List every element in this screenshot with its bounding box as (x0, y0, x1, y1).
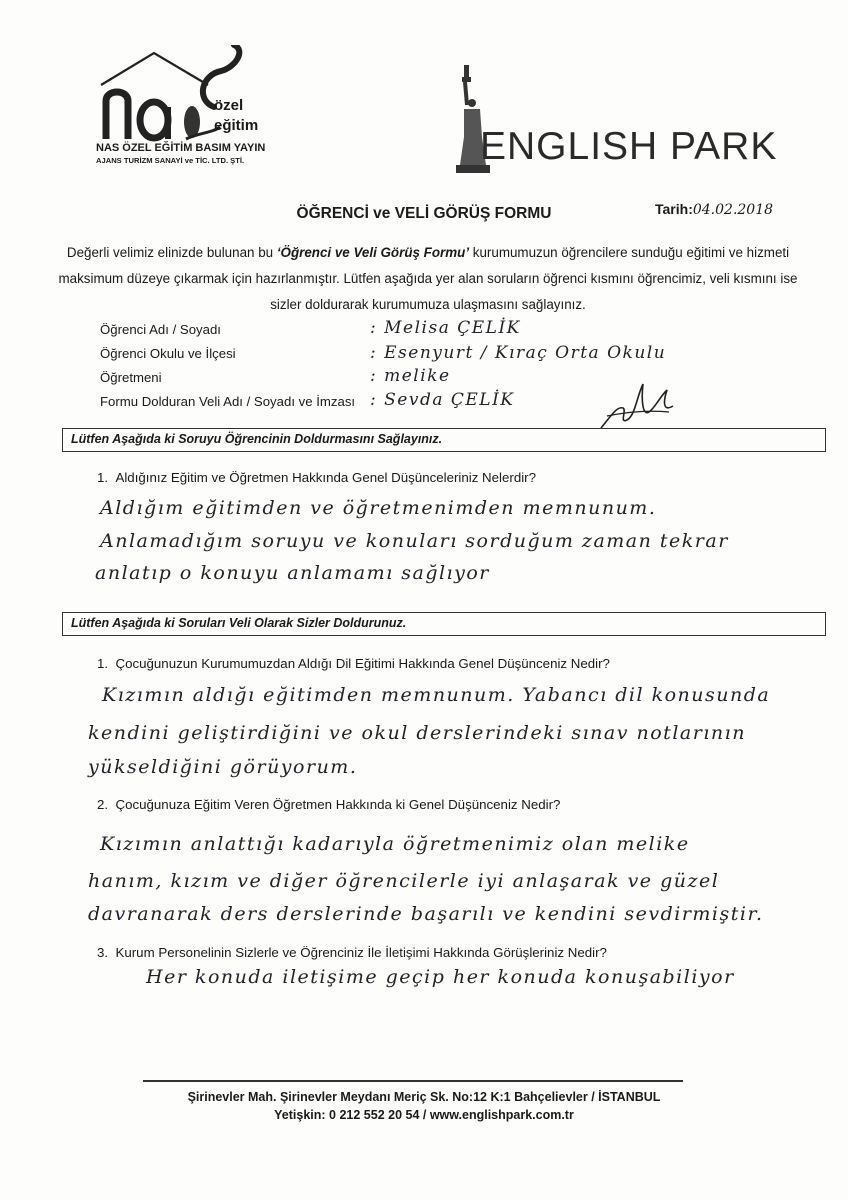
student-section-box (62, 428, 826, 452)
answer-4-line-1: Her konuda iletişime geçip her konuda konuşabiliyor (146, 966, 735, 988)
nas-mark-icon (102, 87, 222, 142)
company-line-1: NAS ÖZEL EĞİTİM BASIM YAYIN (96, 142, 266, 154)
question-1-parent: 1. Çocuğunuzun Kurumumuzdan Aldığı Dil Eğitimi Hakkında Genel Düşünceniz Nedir? (97, 656, 610, 671)
date (655, 201, 773, 218)
footer-divider (143, 1080, 683, 1082)
english-park-wordmark: ENGLISH PARK (480, 125, 778, 168)
date-value: 04.02.2018 (692, 202, 774, 218)
answer-3-line-3: davranarak ders derslerinde başarılı ve kendini sevdirmiştir. (88, 903, 764, 925)
answer-2-line-3: yükseldiğini görüyorum. (88, 756, 358, 778)
student-school-label: Öğrenci Okulu ve İlçesi (100, 346, 236, 361)
answer-2-line-2: kendini geliştirdiğini ve okul derslerindeki sınav notlarının (88, 722, 746, 744)
handwritten-signature-icon (597, 376, 677, 436)
student-section-title: Lütfen Aşağıda ki Soruyu Öğrencinin Doldurmasını Sağlayınız. (71, 432, 443, 446)
parent-name-label: Formu Dolduran Veli Adı / Soyadı ve İmzası (100, 394, 356, 409)
parent-section-title: Lütfen Aşağıda ki Soruları Veli Olarak Sizler Doldurunuz. (71, 616, 407, 630)
intro-paragraph: Değerli velimiz elinizde bulunan bu ‘Öğrenci ve Veli Görüş Formu’ kurumumuzun öğrencilere sunduğu eğitimi ve hizmeti maksimum düzeye çıkarmak için hazırlanmıştır. Lütfen aşağıda yer alan soruların öğrenci kısmını öğrencimiz, veli kısmını ise sizler doldurarak kurumumuza ulaşmasını sağlayınız. (58, 245, 798, 312)
brand-egitim: eğitim (214, 117, 259, 134)
question-3-parent: 3. Kurum Personelinin Sizlerle ve Öğrenciniz İle İletişimi Hakkında Görüşleriniz Nedir? (97, 945, 607, 960)
student-name-value: : Melisa ÇELİK (370, 318, 521, 338)
footer-contact: Yetişkin: 0 212 552 20 54 / www.englishpark.com.tr (274, 1108, 574, 1122)
answer-2-line-1: Kızımın aldığı eğitimden memnunum. Yabancı dil konusunda (102, 684, 771, 706)
answer-3-line-2: hanım, kızım ve diğer öğrencilerle iyi anlaşarak ve güzel (88, 870, 720, 892)
company-line-2: AJANS TURİZM SANAYİ ve TİC. LTD. ŞTİ. (96, 156, 245, 165)
intro-form-name: ‘Öğrenci ve Veli Görüş Formu’ (276, 245, 470, 260)
brand-ozel: özel (214, 97, 244, 114)
english-park-logo (452, 65, 792, 180)
teacher-label: Öğretmeni (100, 370, 162, 385)
parent-section-box (62, 612, 826, 636)
student-name-label: Öğrenci Adı / Soyadı (100, 322, 221, 337)
answer-3-line-1: Kızımın anlattığı kadarıyla öğretmenimiz olan melike (100, 833, 690, 855)
form-title: ÖĞRENCİ ve VELİ GÖRÜŞ FORMU (296, 205, 552, 222)
nas-logo (96, 45, 266, 175)
answer-1-line-3: anlatıp o konuyu anlamamı sağlıyor (95, 562, 490, 584)
question-1-student: 1. Aldığınız Eğitim ve Öğretmen Hakkında Genel Düşünceleriniz Nelerdir? (97, 470, 536, 485)
answer-1-line-2: Anlamadığım soruyu ve konuları sorduğum zaman tekrar (100, 530, 729, 552)
question-2-parent: 2. Çocuğunuza Eğitim Veren Öğretmen Hakkında ki Genel Düşünceniz Nedir? (97, 797, 561, 812)
date-label: Tarih: (655, 201, 693, 217)
answer-1-line-1: Aldığım eğitimden ve öğretmenimden memnunum. (100, 497, 657, 519)
student-school-value: : Esenyurt / Kıraç Orta Okulu (370, 343, 667, 363)
parent-name-value: : Sevda ÇELİK (370, 390, 515, 410)
teacher-value: : melike (370, 366, 451, 386)
footer-address: Şirinevler Mah. Şirinevler Meydanı Meriç Sk. No:12 K:1 Bahçelievler / İSTANBUL (187, 1090, 661, 1104)
